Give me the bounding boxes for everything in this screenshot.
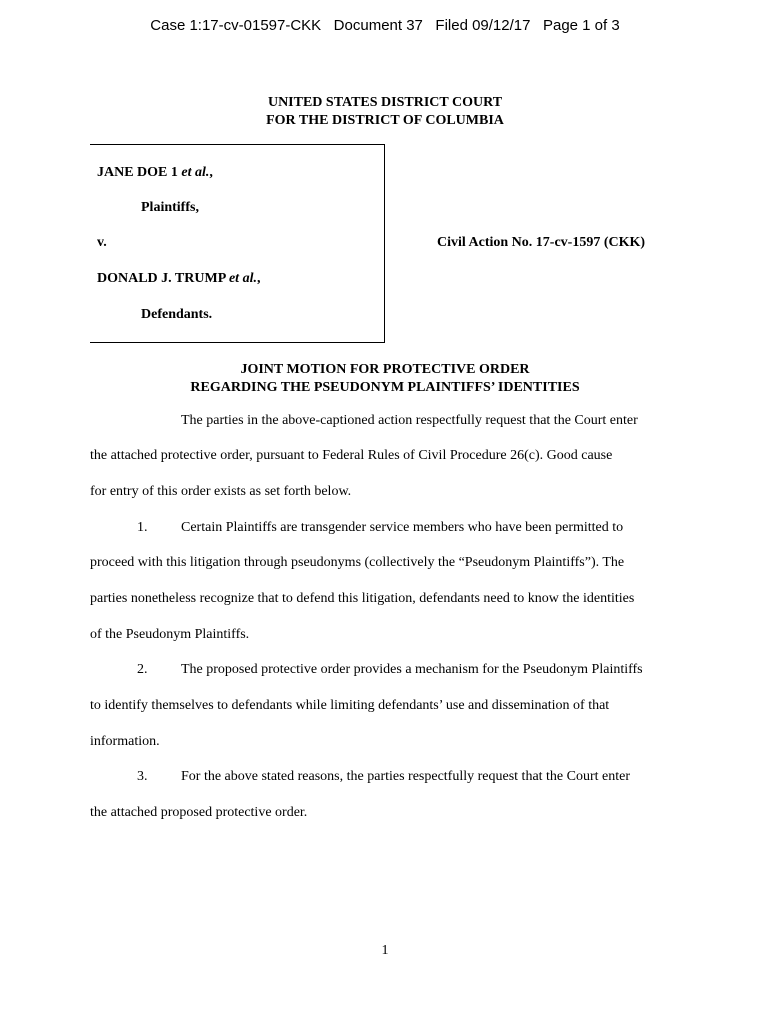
defendants-label: Defendants. [141,307,213,322]
civil-action-number: Civil Action No. 17-cv-1597 (CKK) [437,235,646,250]
paragraph-2-line-3: information. [90,734,160,749]
plaintiff-comma: , [209,165,213,180]
plaintiff-name: JANE DOE 1 [97,165,182,180]
paragraph-1-line-3: parties nonetheless recognize that to defend this litigation, defendants need to know the identities [90,591,635,606]
paragraph-3-line-2: the attached proposed protective order. [90,805,308,820]
ecf-header-stamp: Case 1:17-cv-01597-CKK Document 37 Filed 09/12/17 Page 1 of 3 [150,17,620,34]
defendant-et-al: et al. [228,271,257,286]
court-name: UNITED STATES DISTRICT COURT [267,95,503,110]
paragraph-3-line-1: For the above stated reasons, the parties respectfully request that the Court enter [181,769,631,784]
court-district: FOR THE DISTRICT OF COLUMBIA [266,113,504,128]
plaintiffs-label: Plaintiffs, [141,200,199,215]
plaintiff-et-al: et al. [181,165,210,180]
page-number: 1 [381,943,389,958]
defendant-name: DONALD J. TRUMP [97,271,229,286]
paragraph-2-line-2: to identify themselves to defendants while limiting defendants’ use and dissemination of that [90,698,610,713]
paragraph-1-line-4: of the Pseudonym Plaintiffs. [90,627,250,642]
defendant-party [97,271,260,287]
paragraph-1-number: 1. [137,520,148,535]
intro-line-1: The parties in the above-captioned action respectfully request that the Court enter [181,413,638,428]
motion-title-line-2: REGARDING THE PSEUDONYM PLAINTIFFS’ IDENTITIES [190,380,580,395]
paragraph-2-number: 2. [137,662,148,677]
court-heading [0,94,770,130]
paragraph-3-number: 3. [137,769,148,784]
motion-title [0,361,770,397]
paragraph-1-line-1: Certain Plaintiffs are transgender service members who have been permitted to [181,520,624,535]
paragraph-2-line-1: The proposed protective order provides a mechanism for the Pseudonym Plaintiffs [181,662,643,677]
plaintiff-party [97,165,213,181]
versus-label: v. [97,235,107,250]
intro-line-2: the attached protective order, pursuant to Federal Rules of Civil Procedure 26(c). Good cause [90,448,613,463]
paragraph-1-line-2: proceed with this litigation through pseudonyms (collectively the “Pseudonym Plaintiffs”). The [90,555,625,570]
intro-line-3: for entry of this order exists as set forth below. [90,484,352,499]
defendant-comma: , [256,271,261,286]
motion-title-line-1: JOINT MOTION FOR PROTECTIVE ORDER [240,362,530,377]
